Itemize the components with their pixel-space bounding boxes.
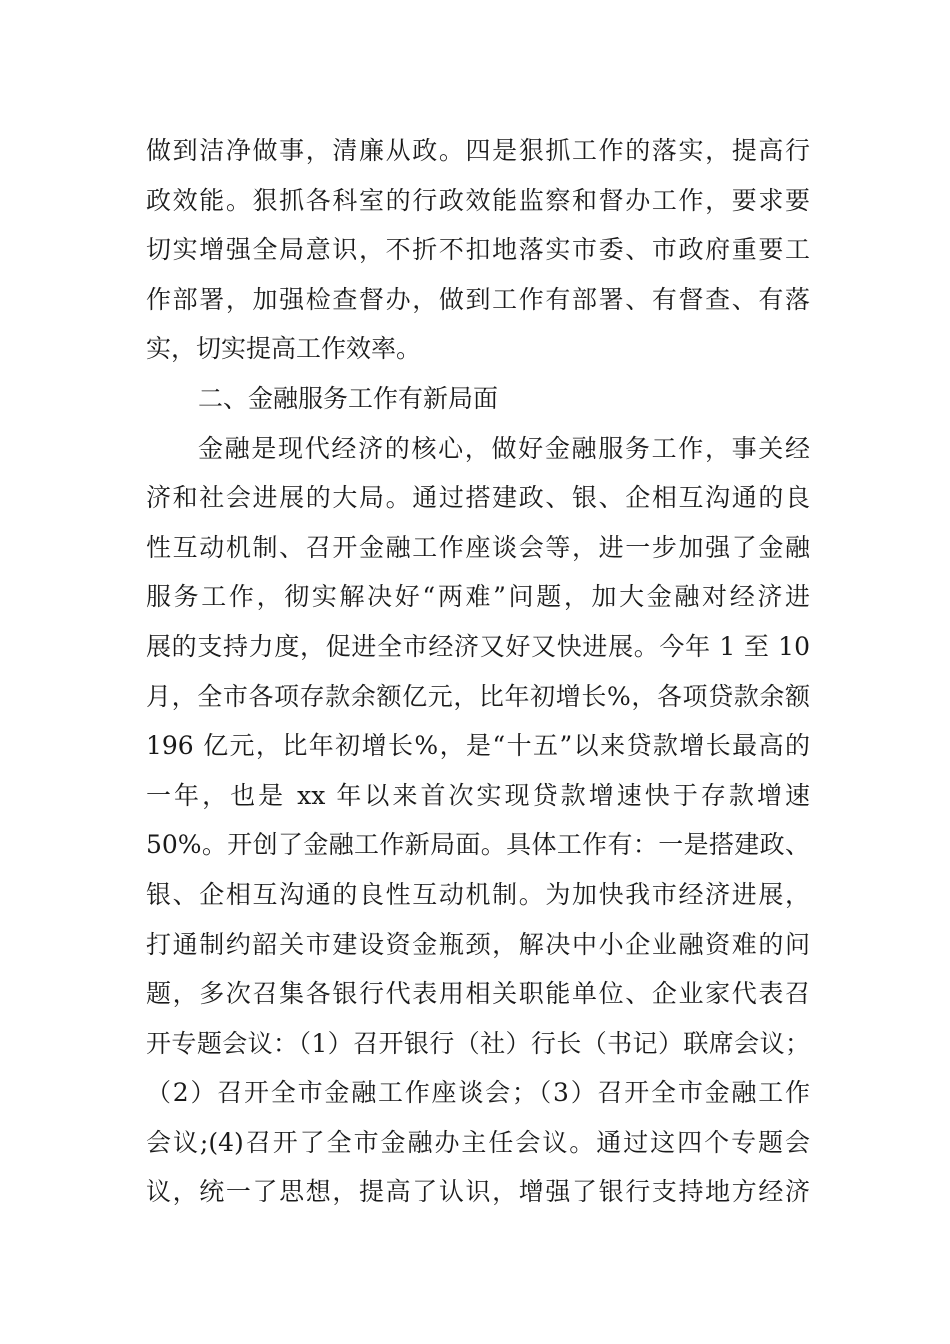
text-line: 开专题会议：（1）召开银行（社）行长（书记）联席会议；: [146, 1028, 810, 1058]
text-line: 一年，也是 xx 年以来首次实现贷款增速快于存款增速: [146, 780, 810, 810]
text-line: 议，统一了思想，提高了认识，增强了银行支持地方经济: [146, 1177, 810, 1207]
text-line: 金融是现代经济的核心，做好金融服务工作，事关经: [198, 433, 810, 463]
text-line: 做到洁净做事，清廉从政。四是狠抓工作的落实，提高行: [146, 136, 810, 165]
text-line: 性互动机制、召开金融工作座谈会等，进一步加强了金融: [146, 532, 810, 562]
body-text: [146, 126, 810, 1217]
text-line: 会议;(4)召开了全市金融办主任会议。通过这四个专题会: [146, 1127, 810, 1157]
text-line: 196 亿元，比年初增长%，是“十五”以来贷款增长最高的: [146, 731, 810, 761]
text-line: 月，全市各项存款余额亿元，比年初增长%，各项贷款余额: [146, 681, 810, 711]
text-line: 银、企相互沟通的良性互动机制。为加快我市经济进展，: [146, 879, 810, 909]
text-line: 打通制约韶关市建设资金瓶颈，解决中小企业融资难的问: [146, 929, 810, 959]
text-line: 展的支持力度，促进全市经济又好又快进展。今年 1 至 10: [146, 631, 810, 661]
text-line: 政效能。狠抓各科室的行政效能监察和督办工作，要求要: [146, 185, 810, 215]
section-heading: 二、金融服务工作有新局面: [198, 383, 499, 413]
text-line: 切实增强全局意识，不折不扣地落实市委、市政府重要工: [146, 235, 810, 265]
text-line: （2）召开全市金融工作座谈会；（3）召开全市金融工作: [146, 1078, 810, 1108]
text-line: 题，多次召集各银行代表用相关职能单位、企业家代表召: [146, 979, 810, 1009]
text-line: 50%。开创了金融工作新局面。具体工作有：一是搭建政、: [146, 830, 810, 860]
text-line: 实，切实提高工作效率。: [146, 334, 422, 364]
text-line: 济和社会进展的大局。通过搭建政、银、企相互沟通的良: [146, 483, 810, 513]
text-line: 作部署，加强检查督办，做到工作有部署、有督查、有落: [146, 284, 810, 314]
text-line: 服务工作，彻实解决好“两难”问题，加大金融对经济进: [146, 582, 810, 612]
